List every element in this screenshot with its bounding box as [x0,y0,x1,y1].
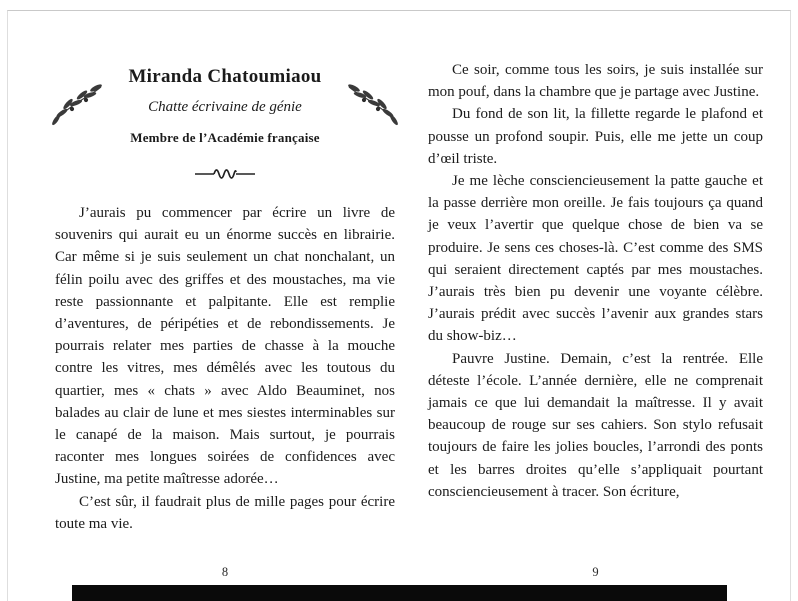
paragraph: Je me lèche consciencieusement la patte gauche et la passe derrière mon oreille. Je fais toujours ça quand je veux l’avertir que quelque chose de bien va se produire. Je sens ces choses-là. C’est comme des SMS qui seraient directement captés par mes moustaches. J’aurais très bien pu devenir une voyante célèbre. J’aurais prédit avec succès l’avenir aux grandes stars du show-biz… [428,173,763,345]
left-page [55,0,395,601]
laurel-branch-icon [49,82,105,128]
squiggle-ornament-icon [55,167,395,185]
page-number-left: 8 [221,565,229,579]
paragraph: J’aurais pu commencer par écrire un livre de souvenirs qui aurait eu un énorme succès en librairie. Car même si je suis seulement un chat nonchalant, un félin poilu avec des griffes et des moustaches, ma vie reste passionnante et palpitante. Elle est remplie d’aventures, de péripéties et de rebondissements. Je pourrais relater mes parties de chasse à la mouche contre les vitres, mes démêlés avec les toutous du quartier, mes « chats » avec Aldo Beauminet, nos balades au clair de lune et mes siestes interminables sur le canapé de la maison. Mais surtout, je pourrais raconter mes longues soirées de confidences avec Justine, ma petite maîtresse adorée… [55,205,395,488]
page-number-right: 9 [592,565,599,579]
bottom-bar [72,585,727,601]
paragraph: C’est sûr, il faudrait plus de mille pages pour écrire toute ma vie. [55,493,395,532]
author-affiliation: Membre de l’Académie française [130,130,320,145]
paragraph: Pauvre Justine. Demain, c’est la rentrée. Elle déteste l’école. L’année dernière, elle ne comprenait jamais ce que lui demandait la maîtresse. Il y avait beaucoup de rouge sur ses cahiers. Son stylo refusait toujours de faire les jolies boucles, l’arrondi des ponts et les barres droites qu’elle s’appliquait pourtant consciencieusement à tracer. Son écriture, [428,350,763,500]
chapter-header [55,66,395,185]
laurel-branch-icon [345,82,401,128]
paragraph: Ce soir, comme tous les soirs, je suis installée sur mon pouf, dans la chambre que je partage avec Justine. [428,62,763,101]
right-page [428,0,763,601]
paragraph: Du fond de son lit, la fillette regarde le plafond et pousse un profond soupir. Puis, elle me jette un coup d’œil triste. [428,106,763,167]
author-name: Miranda Chatoumiaou [128,66,322,87]
author-subtitle: Chatte écrivaine de génie [148,99,302,115]
right-page-text [428,59,763,503]
left-page-text [55,202,395,535]
